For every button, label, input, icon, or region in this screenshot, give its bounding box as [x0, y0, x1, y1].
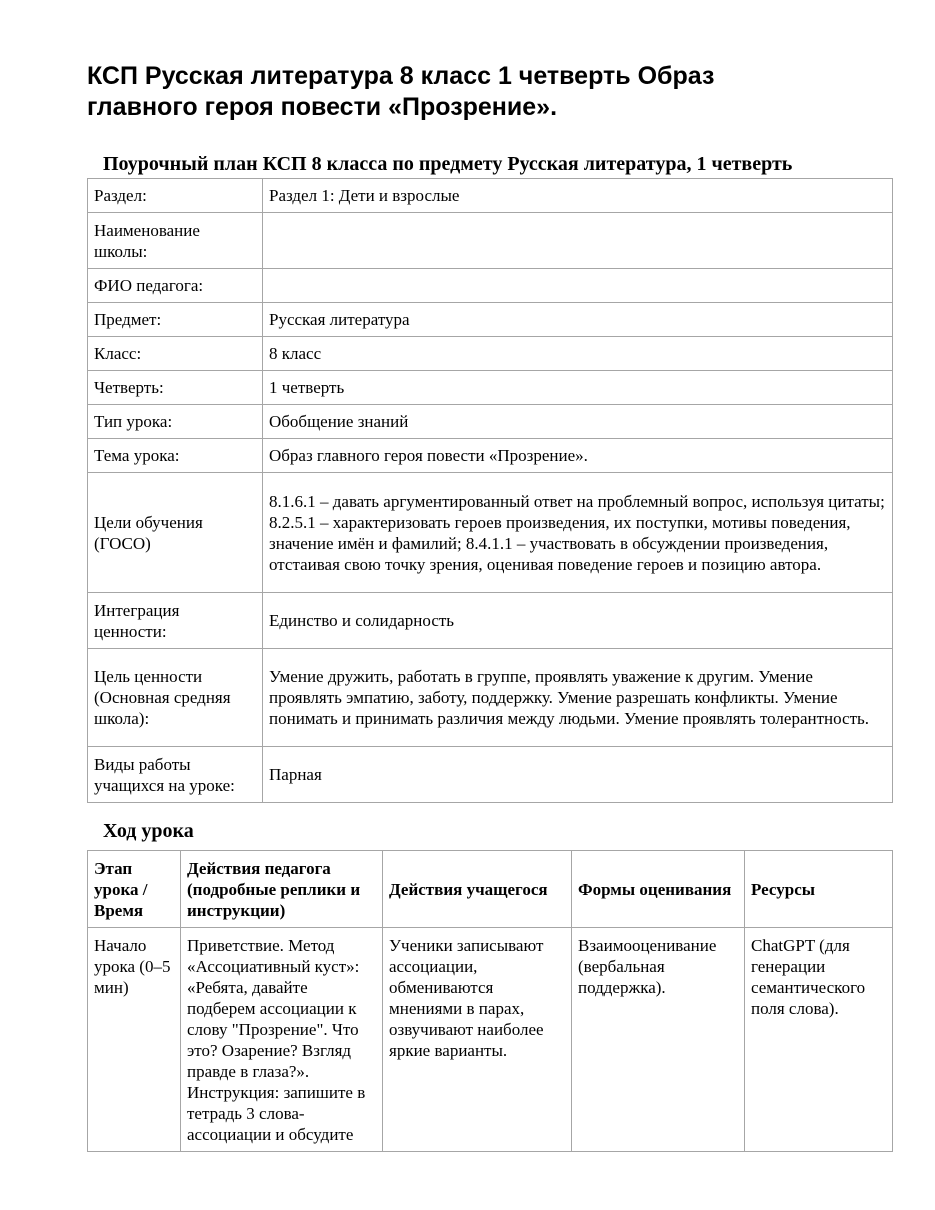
- info-row-teacher: [88, 269, 893, 303]
- info-value: Раздел 1: Дети и взрослые: [263, 179, 893, 213]
- info-row-learning-goals: [88, 473, 893, 593]
- info-label: Тема урока:: [88, 439, 263, 473]
- info-row-lesson-type: [88, 405, 893, 439]
- cell-stage: Начало урока (0–5 мин): [88, 928, 181, 1152]
- cell-assessment: Взаимооценивание (вербальная поддержка).: [572, 928, 745, 1152]
- lesson-table-header-row: [88, 851, 893, 928]
- document-title: КСП Русская литература 8 класс 1 четверть Образ главного героя повести «Прозрение».: [87, 62, 715, 121]
- info-value: 1 четверть: [263, 371, 893, 405]
- header-stage: Этап урока / Время: [88, 851, 181, 928]
- lesson-table-row: [88, 928, 893, 1152]
- info-value: 8.1.6.1 – давать аргументированный ответ на проблемный вопрос, используя цитаты; 8.2.5.1 – характеризовать героев произведения, их поступки, мотивы поведения, значение имён и фамилий; 8.4.1.1 – участвовать в обсуждении произведения, отстаивая свою точку зрения, оценивая поведение героев и позицию автора.: [263, 473, 893, 593]
- info-row-quarter: [88, 371, 893, 405]
- cell-teacher-actions: Приветствие. Метод «Ассоциативный куст»: «Ребята, давайте подберем ассоциации к слову "Прозрение". Что это? Озарение? Взгляд правде в глаза?». Инструкция: запишите в тетрадь 3 слова-ассоциации и обсудите: [181, 928, 383, 1152]
- info-label: Цели обучения (ГОСО): [88, 473, 263, 593]
- document-page: [87, 0, 893, 1152]
- info-label: Класс:: [88, 337, 263, 371]
- header-teacher-actions: Действия педагога (подробные реплики и инструкции): [181, 851, 383, 928]
- info-row-school: [88, 213, 893, 269]
- info-value: [263, 269, 893, 303]
- info-value: Умение дружить, работать в группе, проявлять уважение к другим. Умение проявлять эмпатию, заботу, поддержку. Умение разрешать конфликты. Умение понимать и принимать различия между людьми. Умение проявлять толерантность.: [263, 649, 893, 747]
- header-assessment: Формы оценивания: [572, 851, 745, 928]
- info-label: Четверть:: [88, 371, 263, 405]
- cell-resources: ChatGPT (для генерации семантического поля слова).: [745, 928, 893, 1152]
- info-label: Наименование школы:: [88, 213, 263, 269]
- cell-student-actions: Ученики записывают ассоциации, обмениваются мнениями в парах, озвучивают наиболее яркие варианты.: [383, 928, 572, 1152]
- info-label: ФИО педагога:: [88, 269, 263, 303]
- info-value: Обобщение знаний: [263, 405, 893, 439]
- info-value: 8 класс: [263, 337, 893, 371]
- info-row-section: [88, 179, 893, 213]
- header-student-actions: Действия учащегося: [383, 851, 572, 928]
- info-row-grade: [88, 337, 893, 371]
- info-label: Интеграция ценности:: [88, 593, 263, 649]
- plan-heading: Поурочный план КСП 8 класса по предмету Русская литература, 1 четверть: [103, 153, 793, 175]
- info-row-value-goal: [88, 649, 893, 747]
- info-label: Цель ценности (Основная средняя школа):: [88, 649, 263, 747]
- info-value: Парная: [263, 747, 893, 803]
- info-label: Раздел:: [88, 179, 263, 213]
- info-row-work-types: [88, 747, 893, 803]
- info-label: Виды работы учащихся на уроке:: [88, 747, 263, 803]
- info-label: Тип урока:: [88, 405, 263, 439]
- info-label: Предмет:: [88, 303, 263, 337]
- info-value: Образ главного героя повести «Прозрение».: [263, 439, 893, 473]
- info-value: [263, 213, 893, 269]
- lesson-progress-table: [87, 850, 893, 1152]
- info-value: Единство и солидарность: [263, 593, 893, 649]
- lesson-progress-heading: Ход урока: [103, 820, 194, 842]
- lesson-info-table: [87, 178, 893, 803]
- info-row-topic: [88, 439, 893, 473]
- info-value: Русская литература: [263, 303, 893, 337]
- info-row-value-integration: [88, 593, 893, 649]
- header-resources: Ресурсы: [745, 851, 893, 928]
- info-row-subject: [88, 303, 893, 337]
